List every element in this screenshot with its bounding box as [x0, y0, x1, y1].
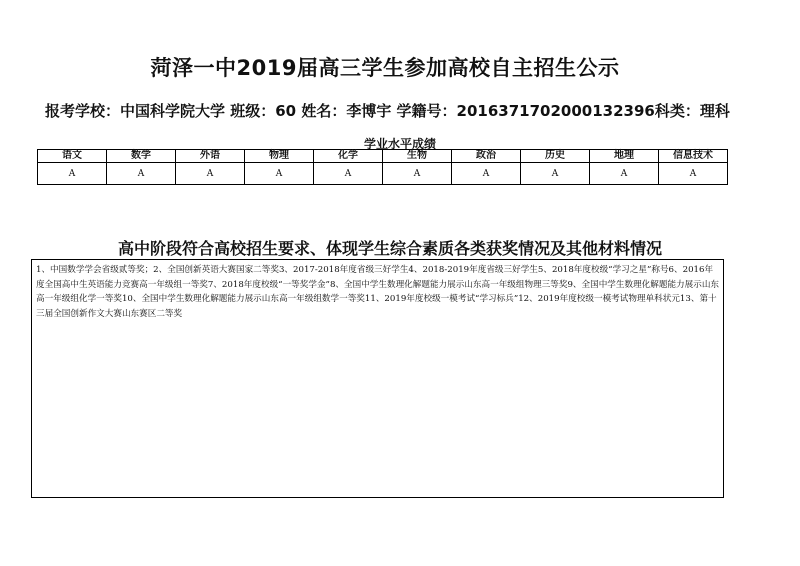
subject-header: 数学	[107, 150, 176, 163]
grades-table	[37, 149, 728, 185]
grade-cell: A	[659, 163, 728, 185]
awards-text: 1、中国数学学会省级贰等奖；2、全国创新英语大赛国家二等奖3、2017-2018年度省级三好学生4、2018-2019年度省级三好学生5、2018年度校级“学习之星”称号6、2016年度全国高中生英语能力竞赛高一年级组一等奖7、2018年度校级“一等奖学金”8、全国中学生数理化解题能力展示山东高一年级组物理三等奖9、全国中学生数理化解题能力展示山东高一年级组化学一等奖10、全国中学生数理化解题能力展示山东高一年级组数学一等奖11、2019年度校级一模考试“学习标兵”12、2019年度校级一模考试物理单科状元13、第十三届全国创新作文大赛山东赛区二等奖	[36, 265, 720, 319]
subject-header: 历史	[521, 150, 590, 163]
subject-header: 语文	[38, 150, 107, 163]
grade-cell: A	[590, 163, 659, 185]
awards-box	[31, 259, 724, 498]
subject-header: 地理	[590, 150, 659, 163]
grades-value-row	[38, 163, 728, 185]
subject-header: 物理	[245, 150, 314, 163]
grade-cell: A	[383, 163, 452, 185]
grade-cell: A	[176, 163, 245, 185]
subject-header: 外语	[176, 150, 245, 163]
document-title: 菏泽一中2019届高三学生参加高校自主招生公示	[150, 56, 620, 80]
subject-header: 政治	[452, 150, 521, 163]
grade-cell: A	[245, 163, 314, 185]
grade-cell: A	[107, 163, 176, 185]
awards-section-title: 高中阶段符合高校招生要求、体现学生综合素质各类获奖情况及其他材料情况	[117, 239, 662, 258]
grade-cell: A	[452, 163, 521, 185]
grade-cell: A	[314, 163, 383, 185]
subject-header: 化学	[314, 150, 383, 163]
grade-cell: A	[38, 163, 107, 185]
subject-header: 信息技术	[659, 150, 728, 163]
student-info-line: 报考学校：中国科学院大学 班级：60 姓名：李博宇 学籍号：20163717020001323​96科类：理科	[45, 102, 730, 120]
subject-header: 生物	[383, 150, 452, 163]
grades-header-row	[38, 150, 728, 163]
grade-cell: A	[521, 163, 590, 185]
academic-section-title: 学业水平成绩	[363, 137, 436, 151]
